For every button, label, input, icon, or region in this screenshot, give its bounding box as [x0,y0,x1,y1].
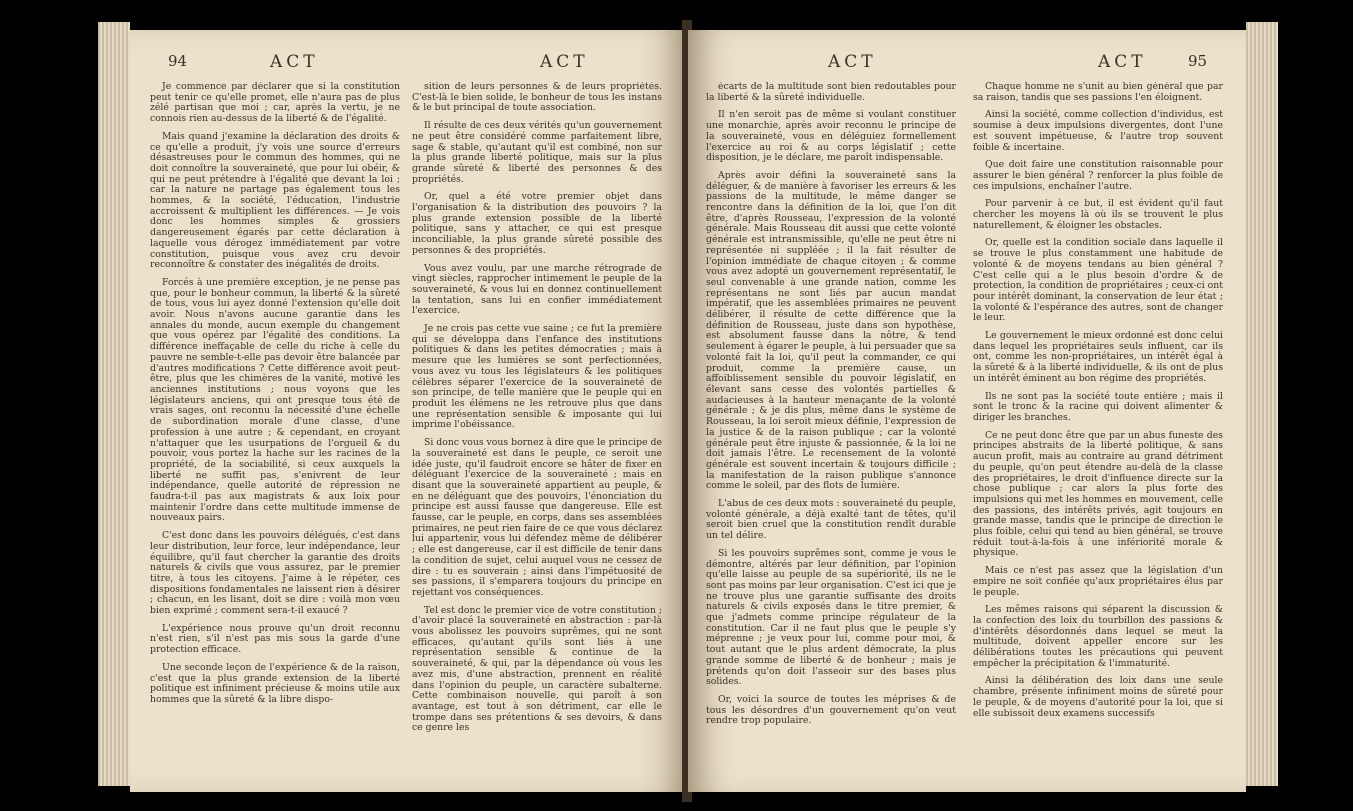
text-column [412,82,662,782]
paragraph: Tel est donc le premier vice de votre constitution ; d'avoir placé la souveraineté en abstraction : par-là vous abolissez les pouvoirs suprêmes, qui ne sont efficaces, qu'autant qu'ils sont liés à une représentation sensible & continue de la souveraineté, & qui, par la dépendance où vous les avez mis, d'une abstraction, prennent en réalité dans l'opinion du peuple, un caractère subalterne. Cette combinaison nouvelle, qui paroît à son avantage, est tout à son détriment, car elle le trompe dans ses prétentions & ses devoirs, & dans ce genre les [412,604,662,734]
paragraph: Or, quel a été votre premier objet dans l'organisation & la distribution des pouvoirs ? la plus grande extension possible de la liberté politique, sans y attacher, ce qui est presque inconciliable, la plus grande sûreté possible des personnes & des propriétés. [412,191,662,256]
running-head-word: ACT [540,52,589,72]
left-page [130,30,686,792]
paragraph: Après avoir défini la souveraineté sans la déléguer, & de manière à favoriser les erreurs & les passions de la multitude, le même danger se rencontre dans la définition de la loi, que l'on dit être, d'après Rousseau, l'expression de la volonté générale. Mais Rousseau dit aussi que cette volonté générale est intransmissible, qu'elle ne peut être ni représentée ni suppléée ; il la fait résulter de l'opinion immédiate de chaque citoyen ; & comme vous avez adopté un gouvernement représentatif, le seul convenable à une grande nation, comme les représentans ne sont liés par aucun mandat impératif, que les assemblées primaires ne peuvent délibérer, il résulte de cette différence que la définition de Rousseau, juste dans son hypothèse, est absolument fausse dans la nôtre, & tend seulement à égarer le peuple, à lui persuader que sa volonté fait la loi, qu'il peut la commander, ce qui produit, comme la première cause, un affoiblissement sensible du pouvoir législatif, en élevant sans cesse des volontés partielles & audacieuses à la hauteur menaçante de la volonté générale ; & je dis plus, même dans le système de Rousseau, la loi seroit mieux définie, l'expression de la justice & de la raison publique ; car la volonté générale peut être injuste & passionnée, & la loi ne doit jamais l'être. Le recensement de la volonté générale est souvent incertain & toujours difficile ; la manifestation de la raison publique s'annonce comme le soleil, par des flots de lumière. [706,169,956,492]
right-page-edges [1246,22,1278,786]
paragraph: L'expérience nous prouve qu'un droit reconnu n'est rien, s'il n'est pas mis sous la garde d'une protection efficace. [150,622,400,656]
paragraph: écarts de la multitude sont bien redoutables pour la liberté & la sûreté individuelle. [706,82,956,103]
paragraph: Je ne crois pas cette vue saine ; ce fut la première qui se développa dans l'enfance des institutions politiques & dans les petites démocraties ; mais à mesure que les lumières se sont perfectionnées, vous avez vu tous les législateurs & les politiques célèbres séparer l'exercice de la souveraineté de son principe, de telle manière que le peuple qui en produit les élémens ne les retrouve plus que dans une représentation sensible & imposante qui lui imprime l'obéissance. [412,323,662,431]
running-head-word: ACT [1098,52,1147,72]
left-page-edges [98,22,130,786]
paragraph: Je commence par déclarer que si la constitution peut tenir ce qu'elle promet, elle n'aura pas de plus zélé partisan que moi ; car, après la vertu, je ne connois rien au-dessus de la liberté & de l'égalité. [150,82,400,125]
paragraph: Le gouvernement le mieux ordonné est donc celui dans lequel les propriétaires seuls influent, car ils ont, comme les non-propriétaires, un intérêt égal à la sûreté & à la liberté individuelle, & ils ont de plus un intérêt éminent au bon régime des propriétés. [973,330,1223,384]
paragraph: Mais quand j'examine la déclaration des droits & ce qu'elle a produit, j'y vois une source d'erreurs désastreuses pour le commun des hommes, qui ne doit connoître la souveraineté, que pour lui obéir, & qui ne peut prétendre à l'égalité que devant la loi ; car la nature ne partage pas également tous les hommes, & la société, l'éducation, l'industrie accroissent & multiplient les différences. — Je vois donc les hommes simples & grossiers dangereusement égarés par cette déclaration à laquelle vous dérogez immédiatement par votre constitution, puisque vous avez cru devoir reconnoître & constater des inégalités de droits. [150,130,400,271]
paragraph: Si les pouvoirs suprêmes sont, comme je vous le démontre, altérés par leur définition, par l'opinion qu'elle laisse au peuple de sa supériorité, ils ne le sont pas moins par leur organisation. C'est ici que je ne trouve plus une garantie suffisante des droits naturels & civils exposés dans le titre premier, & que j'admets comme principe régulateur de la constitution. Car il ne faut plus que le peuple s'y méprenne ; je veux pour lui, comme pour moi, & tout autant que le plus ardent démocrate, la plus grande somme de liberté & de bonheur ; mais je prétends qu'on doit l'asseoir sur des bases plus solides. [706,547,956,688]
text-column [973,82,1223,782]
paragraph: Il résulte de ces deux vérités qu'un gouvernement ne peut être considéré comme parfaitement libre, sage & stable, qu'autant qu'il est combiné, non sur la plus grande liberté politique, mais sur la plus grande sûreté & liberté des personnes & des propriétés. [412,120,662,185]
paragraph: sition de leurs personnes & de leurs propriétés. C'est-là le bien solide, le bonheur de tous les instans & le but principal de toute association. [412,82,662,114]
paragraph: Ainsi la délibération des loix dans une seule chambre, présente infiniment moins de sûreté pour le peuple, & de moyens d'autorité pour la loi, que si elle subissoit deux examens successifs [973,675,1223,719]
paragraph: C'est donc dans les pouvoirs délégués, c'est dans leur distribution, leur force, leur indépendance, leur équilibre, qu'il faut chercher la garantie des droits naturels & civils que vous assurez, par le premier titre, à tous les citoyens. J'aime à le répéter, ces dispositions fondamentales ne laissent rien à désirer ; chacun, en les lisant, doit se dire : voilà mon vœu bien exprimé ; comment sera-t-il exaucé ? [150,530,400,617]
running-head-word: ACT [828,52,877,72]
paragraph: Ce ne peut donc être que par un abus funeste des principes abstraits de la liberté politique, & sans aucun profit, mais au contraire au grand détriment du peuple, qu'on peut étendre au-delà de la classe des propriétaires, le droit d'influence directe sur la chose publique ; car alors la plus forte des impulsions qui met les hommes en mouvement, celle des passions, des intérêts privés, agit toujours en grande masse, tandis que le principe de direction le plus foible, celui qui tend au bien général, se trouve réduit tout-à-la-fois à une infériorité morale & physique. [973,429,1223,559]
right-page [688,30,1246,792]
page-number: 95 [1188,52,1208,70]
paragraph: Mais ce n'est pas assez que la législation d'un empire ne soit confiée qu'aux propriétaires élus par le peuple. [973,565,1223,598]
paragraph: L'abus de ces deux mots : souveraineté du peuple, volonté générale, a déjà exalté tant de têtes, qu'il seroit bien cruel que la constitution rendît durable un tel délire. [706,498,956,542]
paragraph: Chaque homme ne s'unit au bien général que par sa raison, tandis que ses passions l'en éloignent. [973,82,1223,103]
paragraph: Vous avez voulu, par une marche rétrograde de vingt siècles, rapprocher intimement le peuple de la souveraineté, & vous lui en donnez continuellement la tentation, sans lui en confier immédiatement l'exercice. [412,262,662,317]
paragraph: Que doit faire une constitution raisonnable pour assurer le bien général ? renforcer la plus foible de ces impulsions, enchaîner l'autre. [973,159,1223,192]
paragraph: Forcés à une première exception, je ne pense pas que, pour le bonheur commun, la liberté & la sûreté de tous, vous lui ayez donné l'extension qu'elle doit avoir. Nous n'avons aucune garantie dans les annales du monde, aucun exemple du changement que vous opérez par l'égalité des conditions. La différence ineffaçable de celle du riche à celle du pauvre ne semble-t-elle pas devoir être balancée par d'autres modifications ? Cette différence avoit peut-être, plus que les chimères de la vanité, motivé les anciennes institutions ; nous voyons que les législateurs anciens, qui ont presque tous été de vrais sages, ont reconnu la nécessité d'une échelle de subordination morale d'une classe, d'une profession à une autre ; & cependant, en croyant n'attaquer que les usurpations de l'orgueil & du pouvoir, vous portez la hache sur les racines de la propriété, de la sociabilité, si ceux auxquels la liberté ne suffit pas, s'enivrent de leur indépendance, quelle autorité de répression ne faudra-t-il pas aux magistrats & aux loix pour maintenir l'ordre dans cette multitude immense de nouveaux pairs. [150,276,400,524]
page-number: 94 [168,52,188,70]
paragraph: Il n'en seroit pas de même si voulant constituer une monarchie, après avoir reconnu le principe de la souveraineté, vous en déléguiez formellement l'exercice au roi & au corps législatif ; cette disposition, je le déclare, me paroît indispensable. [706,109,956,164]
paragraph: Ainsi la société, comme collection d'individus, est soumise à deux impulsions divergentes, dont l'une est souvent impétueuse, & l'autre trop souvent foible & incertaine. [973,109,1223,153]
paragraph: Une seconde leçon de l'expérience & de la raison, c'est que la plus grande extension de la liberté politique est infiniment précieuse & moins utile aux hommes que la sûreté & la libre dispo- [150,661,400,705]
text-column [706,82,956,782]
paragraph: Ils ne sont pas la société toute entière ; mais il sont le tronc & la racine qui doivent alimenter & diriger les branches. [973,390,1223,423]
left-running-head [150,52,666,76]
paragraph: Les mêmes raisons qui séparent la discussion & la confection des loix du tourbillon des passions & d'intérêts désordonnés dans lequel se meut la multitude, doivent appeller encore sur les délibérations toutes les précautions qui peuvent empêcher la précipitation & l'immaturité. [973,604,1223,669]
paragraph: Or, quelle est la condition sociale dans laquelle il se trouve le plus constamment une habitude de volonté & de moyens tendans au bien général ? C'est celle qui a le plus besoin d'ordre & de protection, la condition de propriétaires ; ceux-ci ont pour intérêt dominant, la conservation de leur état ; la volonté & l'espérance des autres, sont de changer le leur. [973,237,1223,324]
paragraph: Si donc vous vous bornez à dire que le principe de la souveraineté est dans le peuple, ce seroit une idée juste, qu'il faudroit encore se hâter de fixer en déléguant l'exercice de la souveraineté ; mais en disant que la souveraineté appartient au peuple, & en ne déléguant que des pouvoirs, l'énonciation du principe est aussi fausse que dangereuse. Elle est fausse, car le peuple, en corps, dans ses assemblées primaires, ne peut rien faire de ce que vous déclarez lui appartenir, vous lui défendez même de délibérer ; elle est dangereuse, car il est difficile de tenir dans la condition de sujet, celui auquel vous ne cessez de dire : tu es souverain ; ainsi dans l'impétuosité de ses passions, il s'emparera toujours du principe en rejettant vos conséquences. [412,437,662,598]
paragraph: Pour parvenir à ce but, il est évident qu'il faut chercher les moyens là où ils se trouvent le plus naturellement, & éloigner les obstacles. [973,198,1223,231]
text-column [150,82,400,782]
paragraph: Or, voici la source de toutes les méprises & de tous les désordres d'un gouvernement qu'on veut rendre trop populaire. [706,693,956,727]
running-head-word: ACT [270,52,319,72]
right-running-head [708,52,1226,76]
open-book [98,12,1278,802]
